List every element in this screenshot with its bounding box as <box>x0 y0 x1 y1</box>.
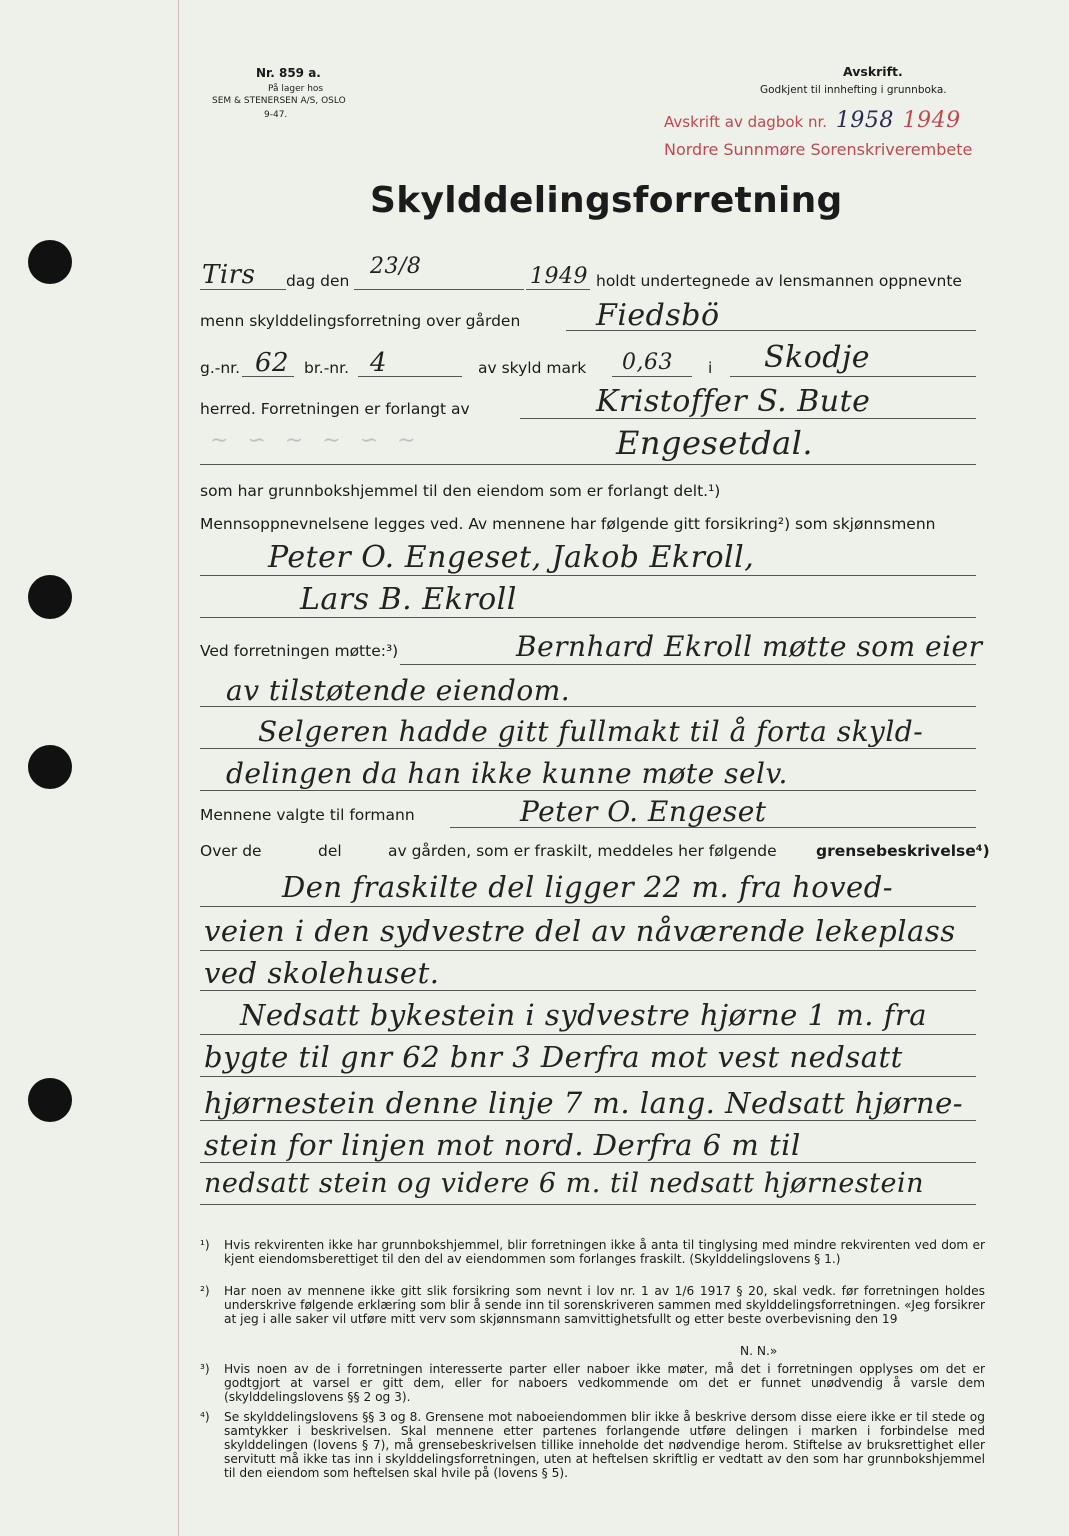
copy-title: Avskrift. <box>843 64 903 79</box>
footnote-mark: ³) <box>200 1362 210 1376</box>
weekday: Tirs <box>202 260 256 290</box>
label-skyld: av skyld mark <box>478 359 587 377</box>
stamp-year: 1949 <box>902 108 961 133</box>
footnote-mark: ⁴) <box>200 1410 210 1424</box>
date: 23/8 <box>370 254 422 279</box>
label-mote: Ved forretningen møtte:³) <box>200 642 399 660</box>
stamp-line-2: Nordre Sunnmøre Sorenskriverembete <box>664 140 973 159</box>
attendance-line: delingen da han ikke kunne møte selv. <box>226 757 788 790</box>
skyld: 0,63 <box>622 350 673 375</box>
label-formann: Mennene valgte til formann <box>200 806 415 824</box>
footnote <box>200 1238 985 1266</box>
boundary-line: bygte til gnr 62 bnr 3 Derfra mot vest nedsatt <box>204 1040 903 1074</box>
boundary-line: stein for linjen mot nord. Derfra 6 m til <box>204 1128 801 1162</box>
footnote-text: Se skylddelingslovens §§ 3 og 8. Grensene mot naboeiendommen blir ikke å beskrive dersom disse eiere ikke er til stede og samtykker i beskrivelsen. Skal mennene etter partenes forlangende utføre delingen i marken i forbindelse med skylddelingen (lovens § 7), må grensebeskrivelsen tillike inneholde det nødvendige herom. Stiftelse av bruksrettighet eller servitutt må ikke tas inn i skylddelingsforretningen, uten at heftelsen skriftlig er vedtatt av den som har grunnbokshjemmel til den eiendom som heftelsen skal hvile på (lovens § 5). <box>224 1410 985 1480</box>
boundary-line: nedsatt stein og videre 6 m. til nedsatt hjørnestein <box>204 1168 925 1199</box>
label-i: i <box>708 359 713 377</box>
stamp-prefix: Avskrift av dagbok nr. <box>664 113 828 131</box>
punch-hole <box>28 240 72 284</box>
label-grense: grensebeskrivelse⁴) <box>816 842 990 860</box>
brnr: 4 <box>370 348 388 378</box>
footnote-text: Har noen av mennene ikke gitt slik forsikring som nevnt i lov nr. 1 av 1/6 1917 § 20, skal vedk. før forretningen holdes underskrive følgende erklæring som blir å sende inn til sorenskriveren sammen med skylddelingsforretningen. «Jeg forsikrer at jeg i alle saker vil utføre mitt verv som skjønnsmann samvittighetsfullt og etter beste overbevisning den 19 <box>224 1284 985 1326</box>
year: 1949 <box>530 264 588 289</box>
footnote-mark: ²) <box>200 1284 210 1298</box>
appraisers-line-1: Peter O. Engeset, Jakob Ekroll, <box>268 540 755 575</box>
label-del: del <box>318 842 342 860</box>
label-menn: menn skylddelingsforretning over gården <box>200 312 521 330</box>
municipality: Skodje <box>764 340 871 375</box>
punch-hole <box>28 745 72 789</box>
label-herred: herred. Forretningen er forlangt av <box>200 400 470 418</box>
printer-line: På lager hos <box>268 84 324 94</box>
boundary-line: ved skolehuset. <box>204 956 440 990</box>
footnote-text: Hvis noen av de i forretningen interesserte parter eller naboer ikke møter, må det i forretningen opplyses om det er godtgjort at varsel er gitt dem, eller for naboers vedkommende om det er funnet unødvendig å varsle dem (skylddelingslovens §§ 2 og 3). <box>224 1362 985 1404</box>
requested-by-place: Engesetdal. <box>616 424 814 462</box>
stamp-line-1 <box>664 108 961 133</box>
printer-name: SEM & STENERSEN A/S, OSLO <box>212 96 346 106</box>
footnote <box>200 1284 985 1326</box>
footnote-signature: N. N.» <box>740 1344 778 1358</box>
printer-date: 9-47. <box>264 110 288 120</box>
label-dag-den: dag den <box>286 272 350 290</box>
erased-text: ∼ ∽ ∼ ∼ ∽ ∼ <box>210 428 422 453</box>
attendance-line: Bernhard Ekroll møtte som eier <box>516 630 983 663</box>
footnote <box>200 1362 985 1404</box>
approved-note: Godkjent til innhefting i grunnboka. <box>760 84 947 96</box>
chairman: Peter O. Engeset <box>520 795 767 828</box>
requested-by: Kristoffer S. Bute <box>596 384 871 419</box>
label-brnr: br.-nr. <box>304 359 350 377</box>
appraisers-line-2: Lars B. Ekroll <box>300 582 517 617</box>
label-over-de: Over de <box>200 842 262 860</box>
farm-name: Fiedsbö <box>596 298 720 333</box>
punch-hole <box>28 575 72 619</box>
punch-hole <box>28 1078 72 1122</box>
form-number: Nr. 859 a. <box>256 66 321 80</box>
label-holdt: holdt undertegnede av lensmannen oppnevnte <box>596 272 962 290</box>
boundary-line: veien i den sydvestre del av nåværende lekeplass <box>204 914 956 948</box>
attendance-line: Selgeren hadde gitt fullmakt til å forta skyld- <box>258 715 924 748</box>
footnote-mark: ¹) <box>200 1238 210 1252</box>
label-av-garden: av gården, som er fraskilt, meddeles her følgende <box>388 842 777 860</box>
boundary-line: hjørnestein denne linje 7 m. lang. Nedsatt hjørne- <box>204 1086 964 1120</box>
margin-line <box>178 0 179 1536</box>
label-gnr: g.-nr. <box>200 359 241 377</box>
label-mennsoppnevnelse: Mennsoppnevnelsene legges ved. Av mennene har følgende gitt forsikring²) som skjønnsmenn <box>200 515 936 533</box>
footnote-text: Hvis rekvirenten ikke har grunnbokshjemmel, blir forretningen ikke å anta til tinglysing med mindre rekvirenten ved dom er kjent eiendomsberettiget til den del av eiendommen som forlanges fraskilt. (Skylddelingslovens § 1.) <box>224 1238 985 1266</box>
footnote <box>200 1344 985 1358</box>
boundary-line: Nedsatt bykestein i sydvestre hjørne 1 m. fra <box>240 998 928 1032</box>
footnote <box>200 1410 985 1480</box>
attendance-line: av tilstøtende eiendom. <box>226 674 571 707</box>
label-grunnbok: som har grunnbokshjemmel til den eiendom som er forlangt delt.¹) <box>200 482 721 500</box>
diary-number: 1958 <box>835 108 894 133</box>
boundary-line: Den fraskilte del ligger 22 m. fra hoved- <box>282 870 894 904</box>
document-title: Skylddelingsforretning <box>370 180 843 221</box>
gnr: 62 <box>255 348 290 378</box>
